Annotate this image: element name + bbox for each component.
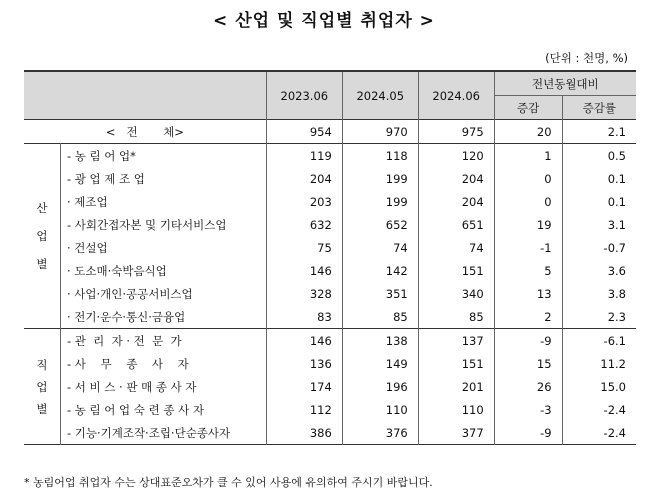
row-rate: 15.0 bbox=[562, 375, 636, 398]
header-col-2024-06: 2024.06 bbox=[418, 71, 494, 120]
row-rate: -2.4 bbox=[562, 398, 636, 421]
row-v3: 110 bbox=[418, 398, 494, 421]
row-label: · 전기·운수·통신·금융업 bbox=[66, 309, 186, 324]
row-change: 0 bbox=[494, 167, 562, 190]
row-v3: 340 bbox=[418, 282, 494, 305]
table-row bbox=[24, 259, 636, 282]
table-row bbox=[24, 421, 636, 445]
row-change: 1 bbox=[494, 144, 562, 168]
table-row bbox=[24, 375, 636, 398]
row-label: · 도소매·숙박음식업 bbox=[66, 263, 167, 278]
row-v2: 199 bbox=[342, 190, 418, 213]
row-change: -3 bbox=[494, 398, 562, 421]
table-row bbox=[24, 236, 636, 259]
row-change: 2 bbox=[494, 305, 562, 329]
row-rate: -6.1 bbox=[562, 329, 636, 353]
unit-label: (단위 : 천명, %) bbox=[545, 51, 628, 65]
table-row bbox=[24, 398, 636, 421]
table-row bbox=[24, 352, 636, 375]
row-v2: 351 bbox=[342, 282, 418, 305]
header-blank bbox=[24, 71, 266, 120]
row-v1: 328 bbox=[266, 282, 342, 305]
row-v1: 146 bbox=[266, 259, 342, 282]
row-v2: 74 bbox=[342, 236, 418, 259]
row-label: · 제조업 bbox=[66, 194, 108, 209]
row-v1: 75 bbox=[266, 236, 342, 259]
row-rate: 0.1 bbox=[562, 167, 636, 190]
row-v3: 85 bbox=[418, 305, 494, 329]
row-v2: 376 bbox=[342, 421, 418, 445]
row-change: 0 bbox=[494, 190, 562, 213]
row-v3: 137 bbox=[418, 329, 494, 353]
row-v3: 377 bbox=[418, 421, 494, 445]
table-row bbox=[24, 305, 636, 329]
row-rate: 3.6 bbox=[562, 259, 636, 282]
row-v3: 151 bbox=[418, 259, 494, 282]
row-rate: -0.7 bbox=[562, 236, 636, 259]
row-change: -9 bbox=[494, 329, 562, 353]
row-v3: 201 bbox=[418, 375, 494, 398]
row-v1: 119 bbox=[266, 144, 342, 168]
row-v1: 146 bbox=[266, 329, 342, 353]
row-v3: 651 bbox=[418, 213, 494, 236]
row-v2: 142 bbox=[342, 259, 418, 282]
row-v1: 632 bbox=[266, 213, 342, 236]
table-row bbox=[24, 282, 636, 305]
row-v1: 386 bbox=[266, 421, 342, 445]
footnote: * 농림어업 취업자 수는 상대표준오차가 클 수 있어 사용에 유의하여 주시기 바랍니다. bbox=[24, 476, 433, 489]
row-rate: -2.4 bbox=[562, 421, 636, 445]
row-v2: 149 bbox=[342, 352, 418, 375]
occupation-group-label: 직 업 별 bbox=[24, 329, 60, 445]
row-v2: 652 bbox=[342, 213, 418, 236]
row-rate: 3.1 bbox=[562, 213, 636, 236]
total-label: < 전 체> bbox=[105, 124, 184, 139]
row-v2: 196 bbox=[342, 375, 418, 398]
header-sub-rate: 증감률 bbox=[562, 96, 636, 120]
row-label: - 관 리 자 · 전 문 가 bbox=[66, 333, 182, 348]
total-v1: 954 bbox=[266, 120, 342, 144]
header-group-yoy: 전년동월대비 bbox=[494, 71, 636, 96]
row-change: 5 bbox=[494, 259, 562, 282]
row-v1: 112 bbox=[266, 398, 342, 421]
table-row bbox=[24, 213, 636, 236]
row-label: · 사업·개인·공공서비스업 bbox=[66, 286, 193, 301]
row-v1: 204 bbox=[266, 167, 342, 190]
header-col-2023-06: 2023.06 bbox=[266, 71, 342, 120]
industry-group-label: 산 업 별 bbox=[24, 144, 60, 329]
row-v2: 110 bbox=[342, 398, 418, 421]
row-v2: 118 bbox=[342, 144, 418, 168]
page-title: < 산업 및 직업별 취업자 > bbox=[213, 11, 435, 31]
total-v2: 970 bbox=[342, 120, 418, 144]
row-v3: 151 bbox=[418, 352, 494, 375]
row-rate: 3.8 bbox=[562, 282, 636, 305]
table-row bbox=[24, 329, 636, 353]
row-label: - 사회간접자본 및 기타서비스업 bbox=[66, 217, 227, 232]
row-change: -9 bbox=[494, 421, 562, 445]
row-change: 13 bbox=[494, 282, 562, 305]
header-sub-change: 증감 bbox=[494, 96, 562, 120]
row-v1: 83 bbox=[266, 305, 342, 329]
row-label: · 건설업 bbox=[66, 240, 108, 255]
row-v1: 136 bbox=[266, 352, 342, 375]
row-change: 26 bbox=[494, 375, 562, 398]
row-label: - 서 비 스 · 판 매 종 사 자 bbox=[66, 379, 197, 394]
row-v3: 74 bbox=[418, 236, 494, 259]
row-v1: 203 bbox=[266, 190, 342, 213]
row-rate: 2.3 bbox=[562, 305, 636, 329]
table-body bbox=[24, 71, 636, 445]
employment-table bbox=[24, 70, 636, 445]
row-v1: 174 bbox=[266, 375, 342, 398]
row-label: - 기능·기계조작·조립·단순종사자 bbox=[66, 425, 231, 440]
row-v3: 120 bbox=[418, 144, 494, 168]
row-change: -1 bbox=[494, 236, 562, 259]
table-row bbox=[24, 144, 636, 168]
row-label: - 광 업 제 조 업 bbox=[66, 171, 145, 186]
row-v2: 199 bbox=[342, 167, 418, 190]
row-label: - 농 림 어 업* bbox=[66, 148, 136, 163]
total-v3: 975 bbox=[418, 120, 494, 144]
row-v2: 138 bbox=[342, 329, 418, 353]
row-rate: 0.1 bbox=[562, 190, 636, 213]
row-v2: 85 bbox=[342, 305, 418, 329]
row-change: 19 bbox=[494, 213, 562, 236]
table-row bbox=[24, 190, 636, 213]
header-col-2024-05: 2024.05 bbox=[342, 71, 418, 120]
total-change: 20 bbox=[494, 120, 562, 144]
row-label: - 사 무 종 사 자 bbox=[66, 356, 189, 371]
table-row bbox=[24, 167, 636, 190]
row-v3: 204 bbox=[418, 167, 494, 190]
row-rate: 0.5 bbox=[562, 144, 636, 168]
row-label: - 농 림 어 업 숙 련 종 사 자 bbox=[66, 402, 204, 417]
row-rate: 11.2 bbox=[562, 352, 636, 375]
total-rate: 2.1 bbox=[562, 120, 636, 144]
row-v3: 204 bbox=[418, 190, 494, 213]
row-change: 15 bbox=[494, 352, 562, 375]
